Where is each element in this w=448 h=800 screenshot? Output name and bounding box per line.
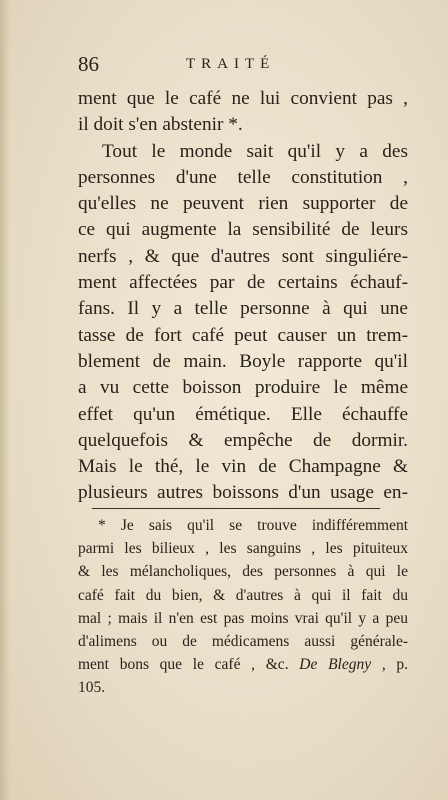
text-line: ment que le café ne lui convient pas ,: [78, 88, 408, 109]
citation-page-ref: , p.: [381, 656, 409, 674]
footnote-line: parmi les bilieux , les sanguins , les pituiteux: [78, 540, 408, 558]
footnote-line: mal ; mais il n'en est pas moins vrai qu'il y a peu: [78, 609, 408, 627]
text-line: tasse de fort café peut causer un trem-: [78, 324, 408, 346]
running-head: TRAITÉ: [186, 56, 276, 72]
footnote: [78, 514, 408, 700]
footnote-line: 105.: [78, 679, 106, 697]
page-header: [78, 50, 388, 78]
citation-author: De Blegny: [299, 656, 372, 674]
text-line: nerfs , & que d'autres sont singuliére-: [78, 245, 408, 267]
footnote-line: café fait du bien, & d'autres à qui il fait du: [78, 586, 408, 604]
page-gutter-shadow: [0, 0, 10, 800]
text-line: quelquefois & empêche de dormir.: [78, 429, 408, 451]
text-line: Mais le thé, le vin de Champagne &: [78, 456, 408, 478]
text-line: effet qu'un émétique. Elle échauffe: [78, 403, 408, 425]
paragraph-start-line: Tout le monde sait qu'il y a des: [102, 140, 408, 162]
page-number: 86: [78, 52, 99, 76]
footnote-line: & les mélancholiques, des personnes à qui le: [78, 563, 408, 581]
main-text: [78, 86, 408, 507]
text-line: ce qui augmente la sensibilité de leurs: [78, 219, 408, 241]
text-line: ment affectées par de certains échauf-: [78, 272, 408, 294]
footnote-line: [78, 653, 408, 676]
text-line: personnes d'une telle constitution ,: [78, 166, 408, 188]
text-line: blement de main. Boyle rapporte qu'il: [78, 350, 408, 372]
footnote-divider: [92, 508, 380, 509]
text-line: fans. Il y a telle personne à qui une: [78, 298, 408, 320]
text-line: a vu cette boisson produire le même: [78, 377, 408, 399]
text-line: qu'elles ne peuvent rien supporter de: [78, 193, 408, 215]
footnote-line: d'alimens ou de médicamens aussi générale-: [78, 632, 408, 650]
footnote-line: * Je sais qu'il se trouve indifféremment: [98, 517, 408, 534]
footnote-line-text: ment bons que le café , &c.: [78, 656, 289, 674]
text-line: il doit s'en abstenir *.: [78, 114, 243, 136]
text-line: plusieurs autres boissons d'un usage en-: [78, 482, 408, 504]
